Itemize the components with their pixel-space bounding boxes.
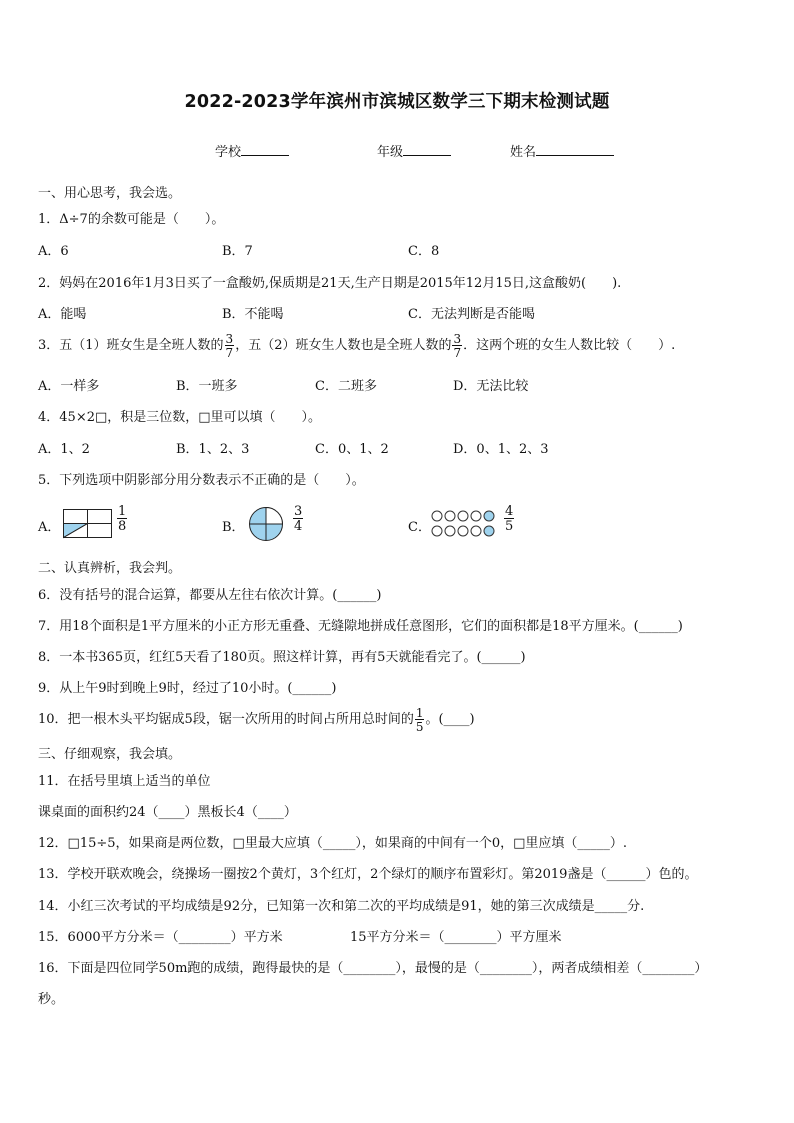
question-15-part-b: 15平方分米＝（________）平方厘米 [350, 930, 562, 945]
question-5: 5．下列选项中阴影部分用分数表示不正确的是（ ）。 [38, 473, 365, 488]
q1-option-b: B．7 [222, 244, 253, 259]
q3-fraction-1: $\frac{3}{7}$ [225, 331, 234, 360]
q5-option-c-label: C． [408, 520, 431, 535]
q1-option-c: C．8 [408, 244, 440, 259]
name-field[interactable] [510, 141, 614, 160]
q5-option-b-figure [248, 506, 284, 542]
q3-text-pre: 3．五（1）班女生是全班人数的 [38, 338, 224, 353]
section-heading-2: 二、认真辨析，我会判。 [38, 561, 182, 576]
q2-option-b: B．不能喝 [222, 307, 284, 322]
question-16: 16．下面是四位同学50m跑的成绩，跑得最快的是（________），最慢的是（________），两者成绩相差（________） [38, 961, 708, 976]
q5-option-a-label: A． [38, 520, 61, 535]
q4-option-c: C．0、1、2 [315, 442, 389, 457]
q5-option-c-figure [431, 509, 499, 539]
q2-option-a: A．能喝 [38, 307, 87, 322]
section-heading-1: 一、用心思考，我会选。 [38, 186, 182, 201]
q5-option-a-fraction: $\frac{1}{8}$ [118, 504, 127, 534]
q3-option-d: D．无法比较 [453, 379, 529, 394]
question-14: 14．小红三次考试的平均成绩是92分，已知第一次和第二次的平均成绩是91，她的第三次成绩是_____分. [38, 899, 645, 914]
question-3 [38, 328, 675, 364]
question-11-line: 课桌面的面积约24（____）黑板长4（____） [38, 805, 297, 820]
q10-text-post: 。(____) [425, 712, 475, 727]
q5-option-a-figure [63, 509, 113, 539]
question-1: 1．Δ÷7的余数可能是（ ）。 [38, 212, 225, 227]
q3-option-a: A．一样多 [38, 379, 100, 394]
q5-option-b-fraction: $\frac{3}{4}$ [294, 504, 303, 534]
question-11: 11．在括号里填上适当的单位 [38, 774, 211, 789]
q3-text-mid: ，五（2）班女生人数也是全班人数的 [235, 338, 452, 353]
question-7: 7．用18个面积是1平方厘米的小正方形无重叠、无缝隙地拼成任意图形，它们的面积都是18平方厘米。(______) [38, 619, 683, 634]
q3-option-c: C．二班多 [315, 379, 377, 394]
question-12: 12．□15÷5，如果商是两位数，□里最大应填（_____），如果商的中间有一个0，□里应填（_____）. [38, 836, 627, 851]
name-label: 姓名 [510, 145, 537, 160]
school-field[interactable] [215, 141, 289, 160]
question-6: 6．没有括号的混合运算，都要从左往右依次计算。(______) [38, 588, 382, 603]
q3-option-b: B．一班多 [176, 379, 238, 394]
q3-fraction-2: $\frac{3}{7}$ [453, 331, 462, 360]
question-16-continued: 秒。 [38, 992, 65, 1007]
page-title: 2022-2023学年滨州市滨城区数学三下期末检测试题 [184, 92, 610, 112]
q1-option-a: A．6 [38, 244, 69, 259]
q5-option-b-label: B． [222, 520, 245, 535]
question-9: 9．从上午9时到晚上9时，经过了10小时。(______) [38, 681, 337, 696]
section-heading-3: 三、仔细观察，我会填。 [38, 747, 182, 762]
q5-option-c-fraction: $\frac{4}{5}$ [505, 504, 514, 534]
q4-option-d: D．0、1、2、3 [453, 442, 549, 457]
question-2: 2．妈妈在2016年1月3日买了一盒酸奶,保质期是21天,生产日期是2015年12月15日,这盒酸奶( ). [38, 276, 622, 291]
q10-fraction: $\frac{1}{5}$ [415, 705, 424, 734]
question-10 [38, 702, 475, 738]
grade-field[interactable] [377, 141, 451, 160]
q4-option-b: B．1、2、3 [176, 442, 250, 457]
q10-text-pre: 10．把一根木头平均锯成5段，锯一次所用的时间占所用总时间的 [38, 712, 414, 727]
question-8: 8．一本书365页，红红5天看了180页。照这样计算，再有5天就能看完了。(______) [38, 650, 526, 665]
question-13: 13．学校开联欢晚会，绕操场一圈按2个黄灯，3个红灯，2个绿灯的顺序布置彩灯。第2019盏是（______）色的。 [38, 867, 698, 882]
question-4: 4．45×2□，积是三位数，□里可以填（ ）。 [38, 410, 322, 425]
question-15-part-a: 15．6000平方分米＝（________）平方米 [38, 930, 283, 945]
q4-option-a: A．1、2 [38, 442, 90, 457]
grade-label: 年级 [377, 145, 404, 160]
school-label: 学校 [215, 145, 242, 160]
q2-option-c: C．无法判断是否能喝 [408, 307, 535, 322]
q3-text-post: ．这两个班的女生人数比较（ ）. [463, 338, 676, 353]
